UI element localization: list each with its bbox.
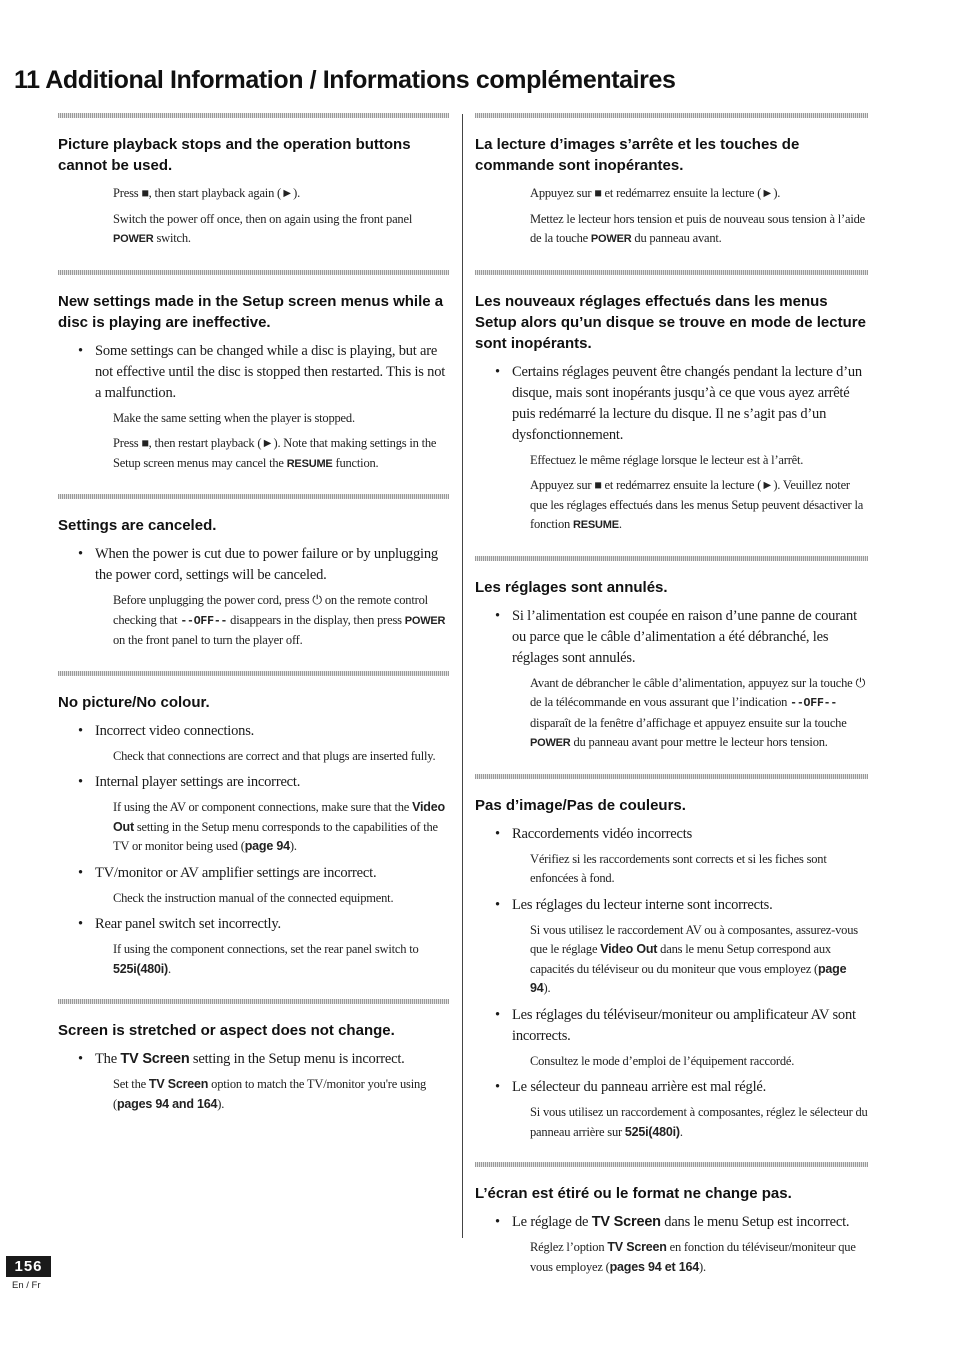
remedy-note: Check the instruction manual of the connected equipment. — [113, 890, 394, 905]
troubleshooting-section — [58, 113, 449, 270]
emphasis-text: Video Out — [600, 942, 658, 956]
bullet-dot-icon: • — [495, 1214, 500, 1230]
troubleshooting-section — [475, 113, 868, 270]
remedy-note: Si vous utilisez un raccordement à composantes, réglez le sélecteur du panneau arrière sur 525i(480i). — [530, 1105, 868, 1139]
section-spacer — [58, 657, 449, 671]
problem-heading: Pas d’image/Pas de couleurs. — [475, 796, 686, 814]
troubleshooting-section — [475, 774, 868, 1163]
remedy-note: Check that connections are correct and that plugs are inserted fully. — [113, 748, 436, 763]
emphasis-text: TV Screen — [607, 1240, 667, 1254]
display-indicator: --OFF-- — [180, 614, 228, 628]
column-french — [475, 113, 868, 1283]
cause-bullet: • Les réglages du téléviseur/moniteur ou amplificateur AV sont incorrects. — [495, 1006, 856, 1044]
cause-bullet: • Le sélecteur du panneau arrière est mal réglé. — [475, 1077, 868, 1098]
remedy-note: Press ■, then start playback again (►). — [113, 186, 301, 200]
problem-heading: Les réglages sont annulés. — [475, 578, 668, 596]
section-spacer — [475, 542, 868, 556]
cause-bullet: • TV/monitor or AV amplifier settings are incorrect. — [58, 863, 449, 884]
emphasis-text: TV Screen — [591, 1214, 661, 1230]
cause-bullet: • Incorrect video connections. — [58, 721, 449, 742]
problem-heading: Les nouveaux réglages effectués dans les menus Setup alors qu’un disque se trouve en mode de lecture sont inopérants. — [475, 292, 866, 352]
section-divider — [58, 270, 449, 275]
section-divider — [475, 113, 868, 118]
problem-heading: No picture/No colour. — [58, 693, 210, 711]
remedy-note: Réglez l’option TV Screen en fonction du téléviseur/moniteur que vous employez (pages 94 et 164). — [530, 1240, 856, 1274]
cause-bullet: • Les réglages du lecteur interne sont incorrects. — [475, 895, 868, 916]
problem-heading: New settings made in the Setup screen menus while a disc is playing are ineffective. — [58, 292, 444, 331]
problem-heading: La lecture d’images s’arrête et les touches de commande sont inopérantes. — [475, 136, 800, 174]
emphasis-text: pages 94 et 164 — [609, 1259, 700, 1274]
key-label: RESUME — [572, 519, 619, 531]
troubleshooting-section — [475, 1162, 868, 1277]
remedy-note: Avant de débrancher le câble d’alimentation, appuyez sur la touche ⏻ de la télécommande en vous assurant que l’indication --OFF-- disparaît de la fenêtre d’affichage et appuyez ensuite sur la touche POWER du panneau avant pour mettre le lecteur hors tension. — [530, 675, 866, 749]
bullet-dot-icon: • — [78, 774, 83, 790]
remedy-note: If using the component connections, set the rear panel switch to 525i(480i). — [113, 942, 419, 976]
section-divider — [58, 671, 449, 676]
bullet-dot-icon: • — [495, 607, 500, 624]
emphasis-text: page 94 — [530, 961, 847, 995]
section-spacer — [475, 760, 868, 774]
remedy-note: Press ■, then restart playback (►). Note that making settings in the Setup screen menus may cancel the RESUME function. — [113, 436, 437, 470]
emphasis-text: 525i(480i) — [624, 1124, 680, 1139]
troubleshooting-section — [58, 999, 449, 1114]
column-divider — [462, 114, 463, 1238]
emphasis-text: TV Screen — [120, 1051, 190, 1067]
key-label: RESUME — [286, 457, 333, 470]
bullet-dot-icon: • — [78, 342, 83, 359]
emphasis-text: Video Out — [113, 800, 445, 834]
page-title: 11 Additional Information / Informations complémentaires — [14, 66, 676, 94]
bullet-dot-icon: • — [78, 546, 83, 562]
key-label: POWER — [404, 614, 446, 627]
emphasis-text: page 94 — [244, 839, 290, 853]
remedy-note: Set the TV Screen option to match the TV/monitor you're using (pages 94 and 164). — [113, 1077, 427, 1111]
section-divider — [58, 113, 449, 118]
emphasis-text: TV Screen — [148, 1077, 209, 1091]
section-divider — [475, 556, 868, 561]
section-divider — [475, 270, 868, 275]
bullet-dot-icon: • — [495, 896, 500, 913]
bullet-dot-icon: • — [495, 1006, 500, 1023]
remedy-note: Effectuez le même réglage lorsque le lecteur est à l’arrêt. — [530, 452, 804, 467]
key-label: POWER — [590, 233, 632, 245]
troubleshooting-section — [475, 270, 868, 556]
remedy-note: If using the AV or component connections, make sure that the Video Out setting in the Setup menu corresponds to the capabilities of the TV or monitor being used (page 94). — [113, 800, 445, 853]
troubleshooting-section — [58, 671, 449, 1000]
troubleshooting-section — [475, 556, 868, 774]
remedy-note: Before unplugging the power cord, press ⏻ on the remote control checking that --OFF-- disappears in the display, then press POWER on the front panel to turn the player off. — [113, 593, 446, 647]
remedy-note: Consultez le mode d’emploi de l’équipement raccordé. — [530, 1053, 795, 1068]
section-spacer — [475, 1148, 868, 1162]
bullet-dot-icon: • — [78, 864, 83, 881]
problem-heading: Picture playback stops and the operation buttons cannot be used. — [58, 136, 411, 174]
cause-bullet: • Raccordements vidéo incorrects — [475, 824, 868, 845]
display-indicator: --OFF-- — [790, 697, 838, 710]
remedy-note: Make the same setting when the player is stopped. — [113, 410, 355, 425]
cause-bullet: • Certains réglages peuvent être changés pendant la lecture d’un disque, mais sont inopérants jusqu’à ce que vous ayez arrêté puis redémarré la lecture du disque. Il ne s’agit pas d’un dysfonctionnement. — [495, 363, 862, 443]
cause-bullet: • Internal player settings are incorrect. — [58, 772, 449, 793]
bullet-dot-icon: • — [78, 916, 83, 932]
emphasis-text: pages 94 and 164 — [116, 1096, 218, 1111]
section-spacer — [58, 985, 449, 999]
column-english — [58, 113, 449, 1120]
bullet-dot-icon: • — [495, 363, 500, 380]
section-divider — [475, 774, 868, 779]
section-spacer — [58, 480, 449, 494]
section-divider — [475, 1162, 868, 1167]
troubleshooting-section — [58, 270, 449, 495]
problem-heading: L’écran est étiré ou le format ne change pas. — [475, 1185, 792, 1202]
remedy-note: Mettez le lecteur hors tension et puis de nouveau sous tension à l’aide de la touche POWER du panneau avant. — [530, 211, 866, 245]
page-number: 156 — [6, 1256, 51, 1277]
key-label: POWER — [113, 233, 154, 245]
problem-heading: Settings are canceled. — [58, 517, 217, 534]
bullet-dot-icon: • — [78, 1051, 83, 1067]
language-label: En / Fr — [12, 1280, 41, 1291]
problem-heading: Screen is stretched or aspect does not change. — [58, 1022, 395, 1039]
remedy-note: Switch the power off once, then on again using the front panel POWER switch. — [113, 211, 413, 245]
bullet-dot-icon: • — [495, 1079, 500, 1095]
cause-bullet: • The TV Screen setting in the Setup menu is incorrect. — [58, 1049, 449, 1070]
cause-bullet: • Some settings can be changed while a disc is playing, but are not effective until the disc is stopped then restarted. This is not a malfunction. — [78, 342, 446, 401]
cause-bullet: • Rear panel switch set incorrectly. — [58, 914, 449, 935]
remedy-note: Vérifiez si les raccordements sont corrects et si les fiches sont enfoncées à fond. — [530, 851, 827, 885]
bullet-dot-icon: • — [495, 825, 500, 842]
emphasis-text: 525i(480i) — [113, 961, 168, 976]
section-spacer — [475, 256, 868, 270]
section-divider — [58, 999, 449, 1004]
remedy-note: Appuyez sur ■ et redémarrez ensuite la lecture (►). — [530, 186, 781, 200]
cause-bullet: • Le réglage de TV Screen dans le menu Setup est incorrect. — [475, 1212, 868, 1233]
remedy-note: Appuyez sur ■ et redémarrez ensuite la lecture (►). Veuillez noter que les réglages effectués dans les menus Setup peuvent désactiver la fonction RESUME. — [530, 478, 864, 531]
cause-bullet: • Si l’alimentation est coupée en raison d’une panne de courant ou parce que le câble d’alimentation a été débranché, les réglages sont annulés. — [495, 607, 857, 666]
key-label: POWER — [530, 737, 571, 749]
section-spacer — [58, 256, 449, 270]
bullet-dot-icon: • — [78, 722, 83, 739]
remedy-note: Si vous utilisez le raccordement AV ou à composantes, assurez-vous que le réglage Video Out dans le menu Setup correspond aux capacités du téléviseur ou du moniteur que vous employez (page 94). — [530, 922, 858, 995]
section-divider — [58, 494, 449, 499]
troubleshooting-section — [58, 494, 449, 671]
cause-bullet: • When the power is cut due to power failure or by unplugging the power cord, settings will be canceled. — [78, 546, 438, 583]
